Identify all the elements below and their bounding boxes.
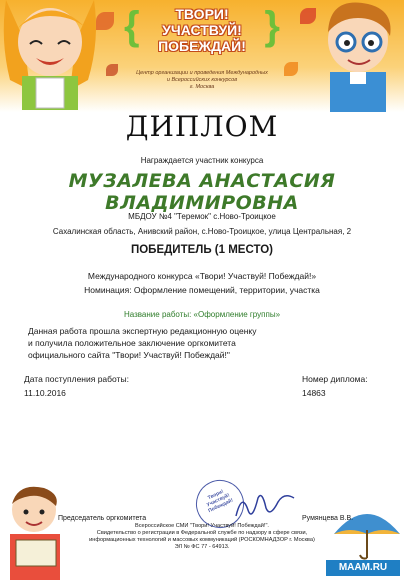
logo-line-2: УЧАСТВУЙ!: [162, 22, 242, 38]
nomination: Номинация: Оформление помещений, территории, участка: [84, 285, 320, 295]
contest-name: Международного конкурса «Твори! Участвуй! Побеждай!»: [87, 271, 317, 281]
banner-subtitle: [128, 70, 276, 91]
leaf-decoration: [106, 64, 118, 76]
date-label: Дата поступления работы:: [24, 374, 129, 384]
work-title: Название работы: «Оформление группы»: [123, 310, 281, 319]
banner-subtitle-line: Центр организации и проведения Международных: [136, 70, 268, 76]
review-line: и получила положительное заключение оргкомитета: [28, 338, 236, 348]
place-award: ПОБЕДИТЕЛЬ (1 МЕСТО): [130, 244, 274, 256]
footer-line: Свидетельство о регистрации в Федеральной службе по надзору в сфере связи,: [96, 530, 308, 536]
banner-subtitle-line: и Всероссийских конкурсов: [166, 77, 238, 83]
header-banner: [0, 0, 404, 112]
review-line: Данная работа прошла экспертную редакционную оценку: [28, 326, 257, 336]
number-label: Номер диплома:: [302, 374, 368, 384]
chairman-name: Румянцева В.В.: [302, 515, 354, 522]
brace-left: {: [124, 4, 140, 48]
awarded-to: Награждается участник конкурса: [140, 156, 264, 165]
diploma-title: ДИПЛОМ: [125, 110, 279, 143]
footer-line: Всероссийское СМИ "Твори! Участвуй! Побеждай!".: [135, 523, 269, 529]
footer-line: ЭЛ № ФС 77 - 64913.: [174, 544, 230, 550]
boy-illustration: [310, 0, 404, 112]
banner-subtitle-line: г. Москва: [189, 84, 215, 90]
institution: МБДОУ №4 "Теремок" с.Ново-Троицкое: [128, 212, 276, 221]
logo-line-3: ПОБЕЖДАЙ!: [158, 38, 246, 54]
date-value: 11.10.2016: [24, 388, 66, 398]
chairman-label: Председатель оргкомитета: [58, 515, 147, 522]
winner-name: МУЗАЛЕВА АНАСТАСИЯ ВЛАДИМИРОВНА: [68, 170, 336, 214]
address: Сахалинская область, Анивский район, с.Ново-Троицкое, улица Центральная, 2: [52, 227, 352, 236]
signature-mark: [232, 488, 298, 524]
reading-boy-illustration: [0, 484, 72, 580]
maam-watermark: MAAM.RU: [326, 560, 400, 576]
stamp-text: Твори! Участвуй! Побеждай!: [205, 488, 235, 515]
number-value: 14863: [302, 388, 326, 398]
logo-line-1: ТВОРИ!: [175, 6, 229, 22]
leaf-decoration: [284, 62, 298, 76]
brace-right: }: [264, 4, 280, 48]
review-line: официального сайта "Твори! Участвуй! Побеждай!": [28, 350, 230, 360]
contest-logo: [120, 0, 284, 72]
registration-footer: [70, 523, 334, 551]
girl-illustration: [0, 0, 100, 110]
footer-line: информационных технологий и массовых коммуникаций (РОСКОМНАДЗОР г. Москва): [89, 537, 315, 543]
umbrella-illustration: [330, 500, 404, 560]
